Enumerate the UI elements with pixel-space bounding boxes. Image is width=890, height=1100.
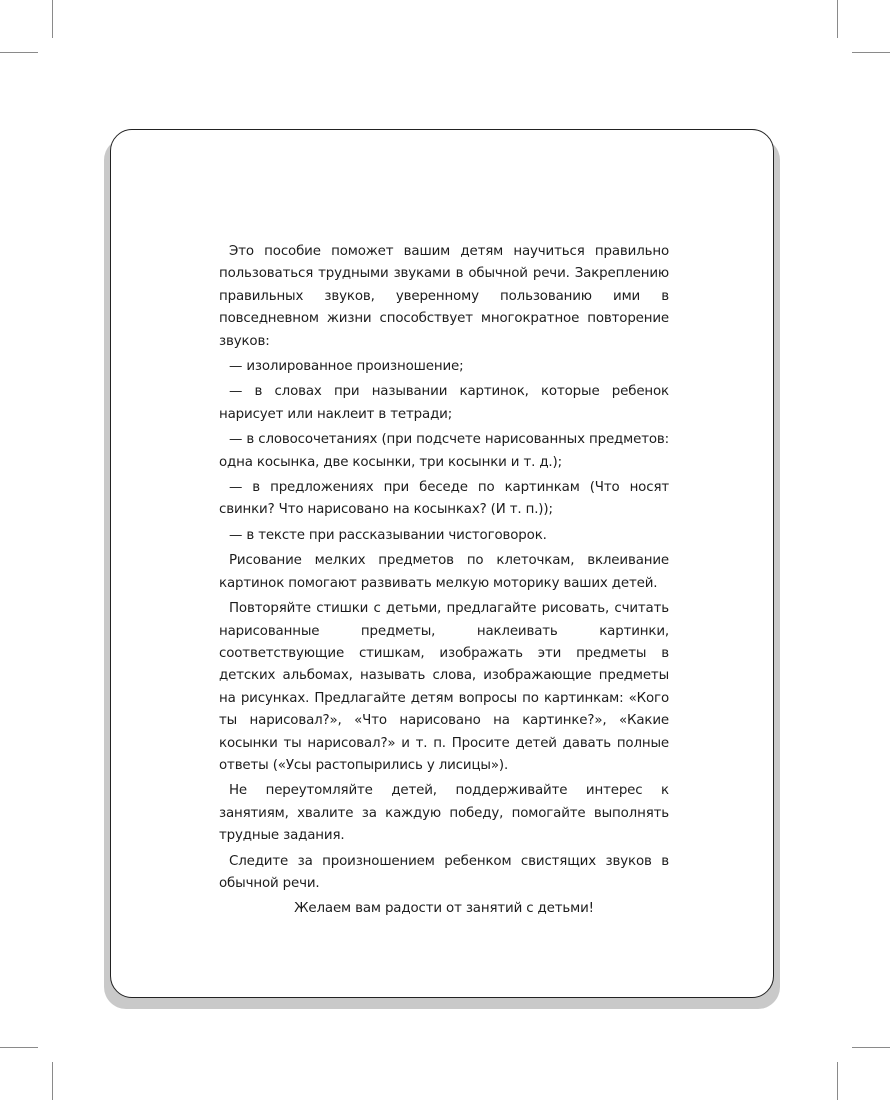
closing-wish: Желаем вам радости от занятий с детьми! bbox=[294, 901, 594, 917]
crop-mark-bottom-left-h bbox=[0, 1047, 38, 1048]
crop-mark-bottom-left-v bbox=[52, 1062, 53, 1100]
paragraph-repeat-rhymes: Повторяйте стишки с детьми, предлагайте рисовать, считать нарисованные предметы, наклеивать картинки, соответствующие стишкам, изображать эти предметы в детских альбомах, называть слова, изображающие предметы на рисунках. Предлагайте детям вопросы по картинкам: «Кого ты нарисовал?», «Что нарисовано на картинке?», «Какие косынки ты нарисовал?» и т. п. Просите детей давать полные ответы («Усы растопырились у лисицы»). bbox=[219, 601, 669, 773]
paragraph-intro: Это пособие поможет вашим детям научиться правильно пользоваться трудными звуками в обычной речи. Закреплению правильных звуков, уверенному пользованию ими в повседневном жизни способствует многократное повторение звуков: bbox=[219, 244, 669, 349]
paragraph-pronunciation: Следите за произношением ребенком свистящих звуков в обычной речи. bbox=[219, 853, 669, 891]
list-item-phrases: — в словосочетаниях (при подсчете нарисованных предметов: одна косынка, две косынки, три косынки и т. д.); bbox=[219, 432, 669, 470]
list-item-text: — в тексте при рассказывании чистоговорок. bbox=[229, 527, 547, 543]
body-text bbox=[219, 241, 669, 924]
crop-mark-bottom-right-h bbox=[852, 1047, 890, 1048]
crop-mark-top-left-v bbox=[52, 0, 53, 38]
list-item-words: — в словах при назывании картинок, которые ребенок нарисует или наклеит в тетради; bbox=[219, 384, 669, 422]
crop-mark-bottom-right-v bbox=[837, 1062, 838, 1100]
crop-mark-top-left-h bbox=[0, 52, 38, 53]
list-item-isolated: — изолированное произношение; bbox=[229, 359, 464, 375]
paragraph-no-overwork: Не переутомляйте детей, поддерживайте интерес к занятиям, хвалите за каждую победу, помогайте выполнять трудные задания. bbox=[219, 783, 669, 844]
paragraph-motor-skills: Рисование мелких предметов по клеточкам, вклеивание картинок помогают развивать мелкую моторику ваших детей. bbox=[219, 553, 669, 591]
crop-mark-top-right-v bbox=[837, 0, 838, 38]
list-item-sentences: — в предложениях при беседе по картинкам (Что носят свинки? Что нарисовано на косынках? (И т. п.)); bbox=[219, 480, 669, 518]
crop-mark-top-right-h bbox=[852, 52, 890, 53]
